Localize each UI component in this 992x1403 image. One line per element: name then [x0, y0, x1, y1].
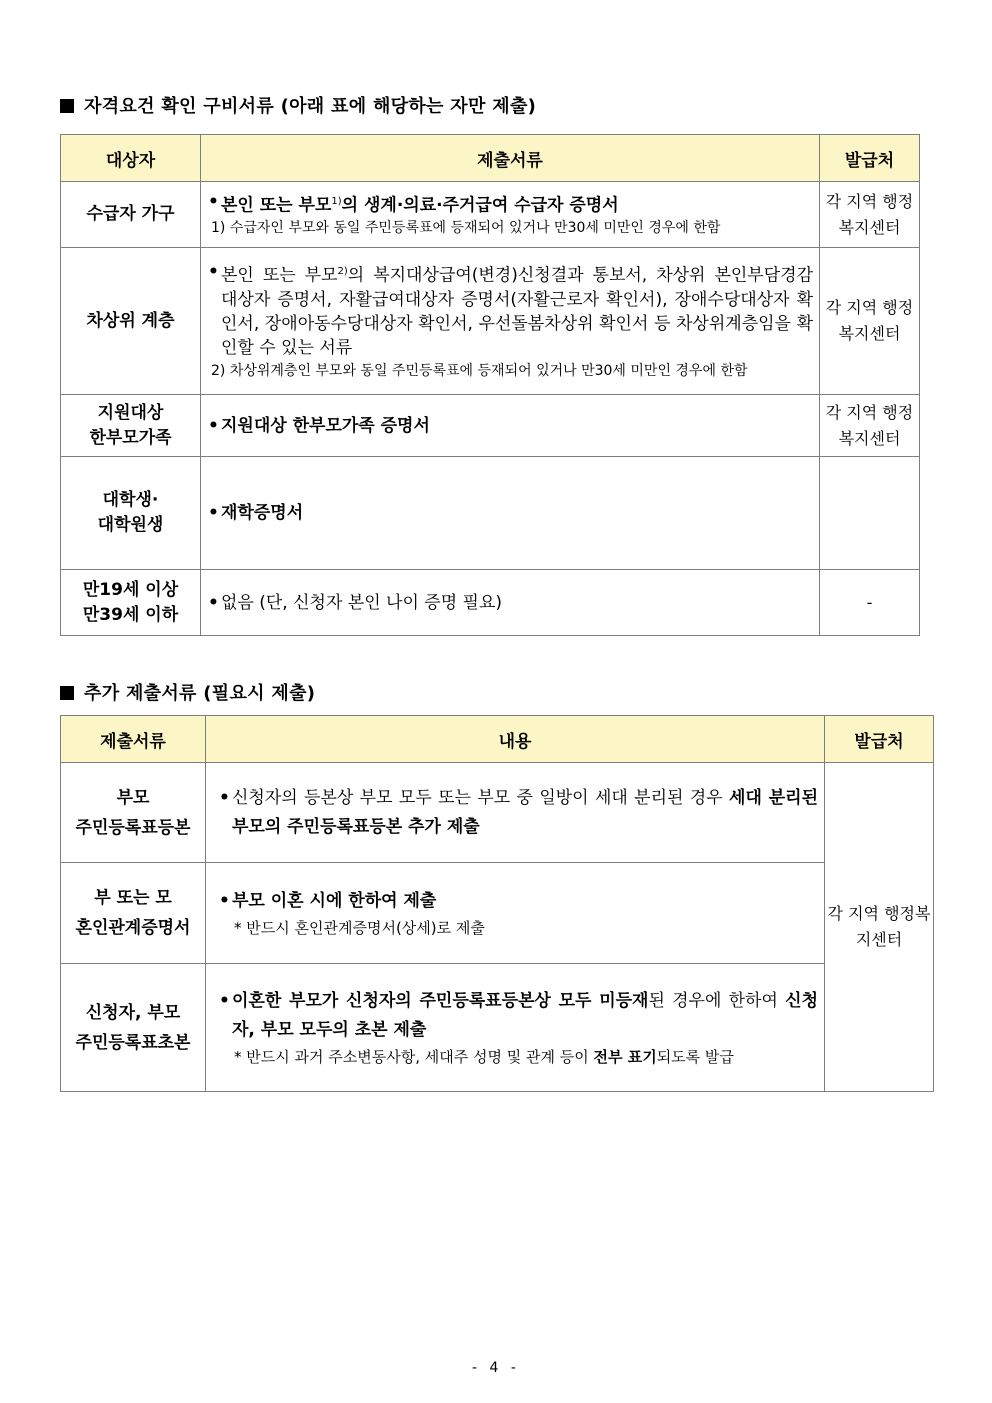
row-documents [201, 570, 820, 636]
row-document: 신청자, 부모 주민등록표초본 [61, 964, 206, 1092]
header-document: 제출서류 [61, 716, 206, 763]
header-issuer: 발급처 [825, 716, 934, 763]
document-item: • 재학증명서 [205, 501, 813, 525]
table-row [61, 964, 934, 1092]
content-item: • 신청자의 등본상 부모 모두 또는 부모 중 일방이 세대 분리된 경우 세대 분리된 부모의 주민등록표등본 추가 제출 [216, 784, 818, 842]
document-item: • 지원대상 한부모가족 증명서 [205, 414, 813, 438]
section2-title [60, 679, 315, 705]
document-item: • 없음 (단, 신청자 본인 나이 증명 필요) [205, 591, 813, 615]
document-item: • 본인 또는 부모$^{2)}$의 복지대상급여(변경)신청결과 통보서, 차상위 본인부담경감 대상자 증명서, 자활급여대상자 증명서(자활근로자 확인서), 장애수당대상자 확인서, 장애아동수당대상자 확인서, 우선돌봄차상위 확인서 등 차상위계층임을 확인할 수 있는 서류 [205, 260, 813, 360]
section1-title-text: 자격요건 확인 구비서류 (아래 표에 해당하는 자만 제출) [84, 96, 537, 117]
content-item: • 부모 이혼 시에 한하여 제출 [216, 887, 818, 916]
row-target: 수급자 가구 [61, 182, 201, 248]
footnote: 1) 수급자인 부모와 동일 주민등록표에 등재되어 있거나 만30세 미만인 경우에 한함 [211, 220, 721, 237]
table-row [61, 457, 920, 570]
header-target: 대상자 [61, 135, 201, 182]
row-content [206, 964, 825, 1092]
row-target: 지원대상 한부모가족 [61, 395, 201, 457]
row-target: 대학생· 대학원생 [61, 457, 201, 570]
row-issuer: 각 지역 행정복지센터 [820, 182, 920, 248]
asterisk-note: * 반드시 과거 주소변동사항, 세대주 성명 및 관계 등이 전부 표기되도록 발급 [234, 1047, 734, 1066]
row-issuer: - [820, 570, 920, 636]
header-content: 내용 [206, 716, 825, 763]
square-bullet-icon [60, 99, 74, 113]
section1-title [60, 92, 536, 118]
footnote: 2) 차상위계층인 부모와 동일 주민등록표에 등재되어 있거나 만30세 미만인 경우에 한함 [211, 362, 748, 379]
asterisk-note: * 반드시 혼인관계증명서(상세)로 제출 [234, 918, 485, 937]
table-row [61, 182, 920, 248]
row-document: 부모 주민등록표등본 [61, 763, 206, 863]
header-issuer: 발급처 [820, 135, 920, 182]
table-row [61, 863, 934, 964]
issuer-merged: 각 지역 행정복지센터 [825, 763, 934, 1092]
square-bullet-icon [60, 686, 74, 700]
row-target: 차상위 계층 [61, 248, 201, 395]
row-documents [201, 457, 820, 570]
row-content [206, 863, 825, 964]
row-issuer: 각 지역 행정복지센터 [820, 395, 920, 457]
table-row [61, 763, 934, 863]
row-documents [201, 248, 820, 395]
document-item: • 본인 또는 부모$^{1)}$의 생계·의료·주거급여 수급자 증명서 [205, 190, 813, 218]
row-documents [201, 182, 820, 248]
header-documents: 제출서류 [201, 135, 820, 182]
row-content [206, 763, 825, 863]
page-number: - 4 - [472, 1360, 520, 1376]
row-documents [201, 395, 820, 457]
content-item: • 이혼한 부모가 신청자의 주민등록표등본상 모두 미등재된 경우에 한하여 신청자, 부모 모두의 초본 제출 [216, 987, 818, 1045]
row-issuer [820, 457, 920, 570]
section2-title-text: 추가 제출서류 (필요시 제출) [84, 683, 316, 704]
row-document: 부 또는 모 혼인관계증명서 [61, 863, 206, 964]
table-header-row [61, 135, 920, 182]
requirements-table [60, 134, 920, 636]
table-row [61, 570, 920, 636]
table-row [61, 248, 920, 395]
table-header-row [61, 716, 934, 763]
additional-documents-table [60, 715, 934, 1092]
row-target: 만19세 이상 만39세 이하 [61, 570, 201, 636]
table-row [61, 395, 920, 457]
row-issuer: 각 지역 행정복지센터 [820, 248, 920, 395]
